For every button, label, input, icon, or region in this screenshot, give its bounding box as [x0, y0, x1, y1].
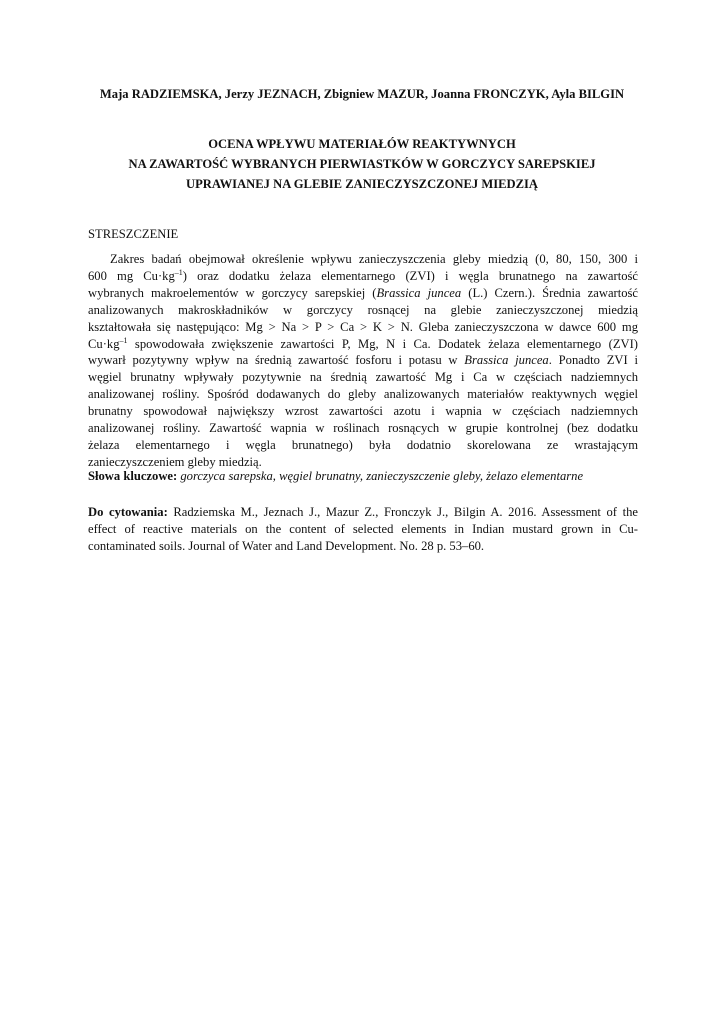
title-line-2: NA ZAWARTOŚĆ WYBRANYCH PIERWIASTKÓW W GORCZYCY SAREPSKIEJ — [128, 157, 596, 171]
title-line-3: UPRAWIANEJ NA GLEBIE ZANIECZYSZCZONEJ MIEDZIĄ — [186, 177, 538, 191]
abstract-line: wywarł pozytywny wpływ na średnią zawartość fosforu i potasu w Brassica juncea. Ponadto ZVI i — [88, 353, 638, 368]
abstract-line: brunatny spowodował największy wzrost zawartości azotu i wapnia w częściach nadziemnych — [88, 404, 638, 419]
authors-line: Maja RADZIEMSKA, Jerzy JEZNACH, Zbigniew MAZUR, Joanna FRONCZYK, Ayla BILGIN — [99, 87, 625, 101]
abstract-line: analizowanej rośliny. Spośród dodawanych do gleby analizowanych materiałów reaktywnych węgiel — [88, 387, 638, 402]
title-line-1: OCENA WPŁYWU MATERIAŁÓW REAKTYWNYCH — [208, 137, 516, 151]
abstract-line: Zakres badań obejmował określenie wpływu zanieczyszczenia gleby miedzią (0, 80, 150, 300 i — [110, 252, 638, 266]
abstract-line: analizowanych makroskładników w gorczycy rosnącej na glebie zanieczyszczonej miedzią — [88, 302, 638, 317]
abstract-line: żelaza elementarnego i węgla brunatnego) była dodatnio skorelowana ze wrastającym — [88, 437, 638, 452]
abstract-line: kształtowała się następująco: Mg > Na > P > Ca > K > N. Gleba zanieczyszczona w dawce 600 mg — [88, 319, 638, 334]
keywords-text: gorczyca sarepska, węgiel brunatny, zanieczyszczenie gleby, żelazo elementarne — [180, 469, 584, 483]
abstract-line: 600 mg $Cu\cdot kg^{-1}$) oraz dodatku żelaza elementarnego (ZVI) i węgla brunatnego na zawartość — [88, 267, 638, 283]
abstract-line: wybranych makroelementów w gorczycy sarepskiej (Brassica juncea (L.) Czern.). Średnia zawartość — [88, 285, 639, 300]
abstract-paragraph — [88, 251, 638, 471]
abstract-line: $Cu\cdot kg^{-1}$ spowodowała zwiększenie zawartości P, Mg, N i Ca. Dodatek żelaza elementarnego (ZVI) — [88, 335, 638, 351]
citation-line: contaminated soils. Journal of Water and Land Development. No. 28 p. 53–60. — [88, 538, 485, 553]
keywords-label: Słowa kluczowe: — [88, 469, 178, 483]
abstract-line: węgiel brunatny wpływały pozytywnie na średnią zawartość Mg i Ca w częściach nadziemnych — [88, 370, 638, 385]
citation-label: Do cytowania: — [88, 505, 168, 519]
citation — [88, 504, 638, 555]
abstract-line: zanieczyszczeniem gleby miedzią. — [88, 454, 262, 469]
paper-title — [86, 134, 638, 194]
section-heading: STRESZCZENIE — [88, 227, 179, 241]
keywords — [88, 468, 638, 484]
abstract-line: analizowanej rośliny. Zawartość wapnia w roślinach rosnących w grupie kontrolnej (bez dodatku — [88, 421, 638, 436]
citation-line: effect of reactive materials on the content of selected elements in Indian mustard grown in Cu- — [88, 521, 638, 536]
citation-line: Do cytowania: Radziemska M., Jeznach J., Mazur Z., Fronczyk J., Bilgin A. 2016. Assessment of the — [88, 505, 638, 519]
